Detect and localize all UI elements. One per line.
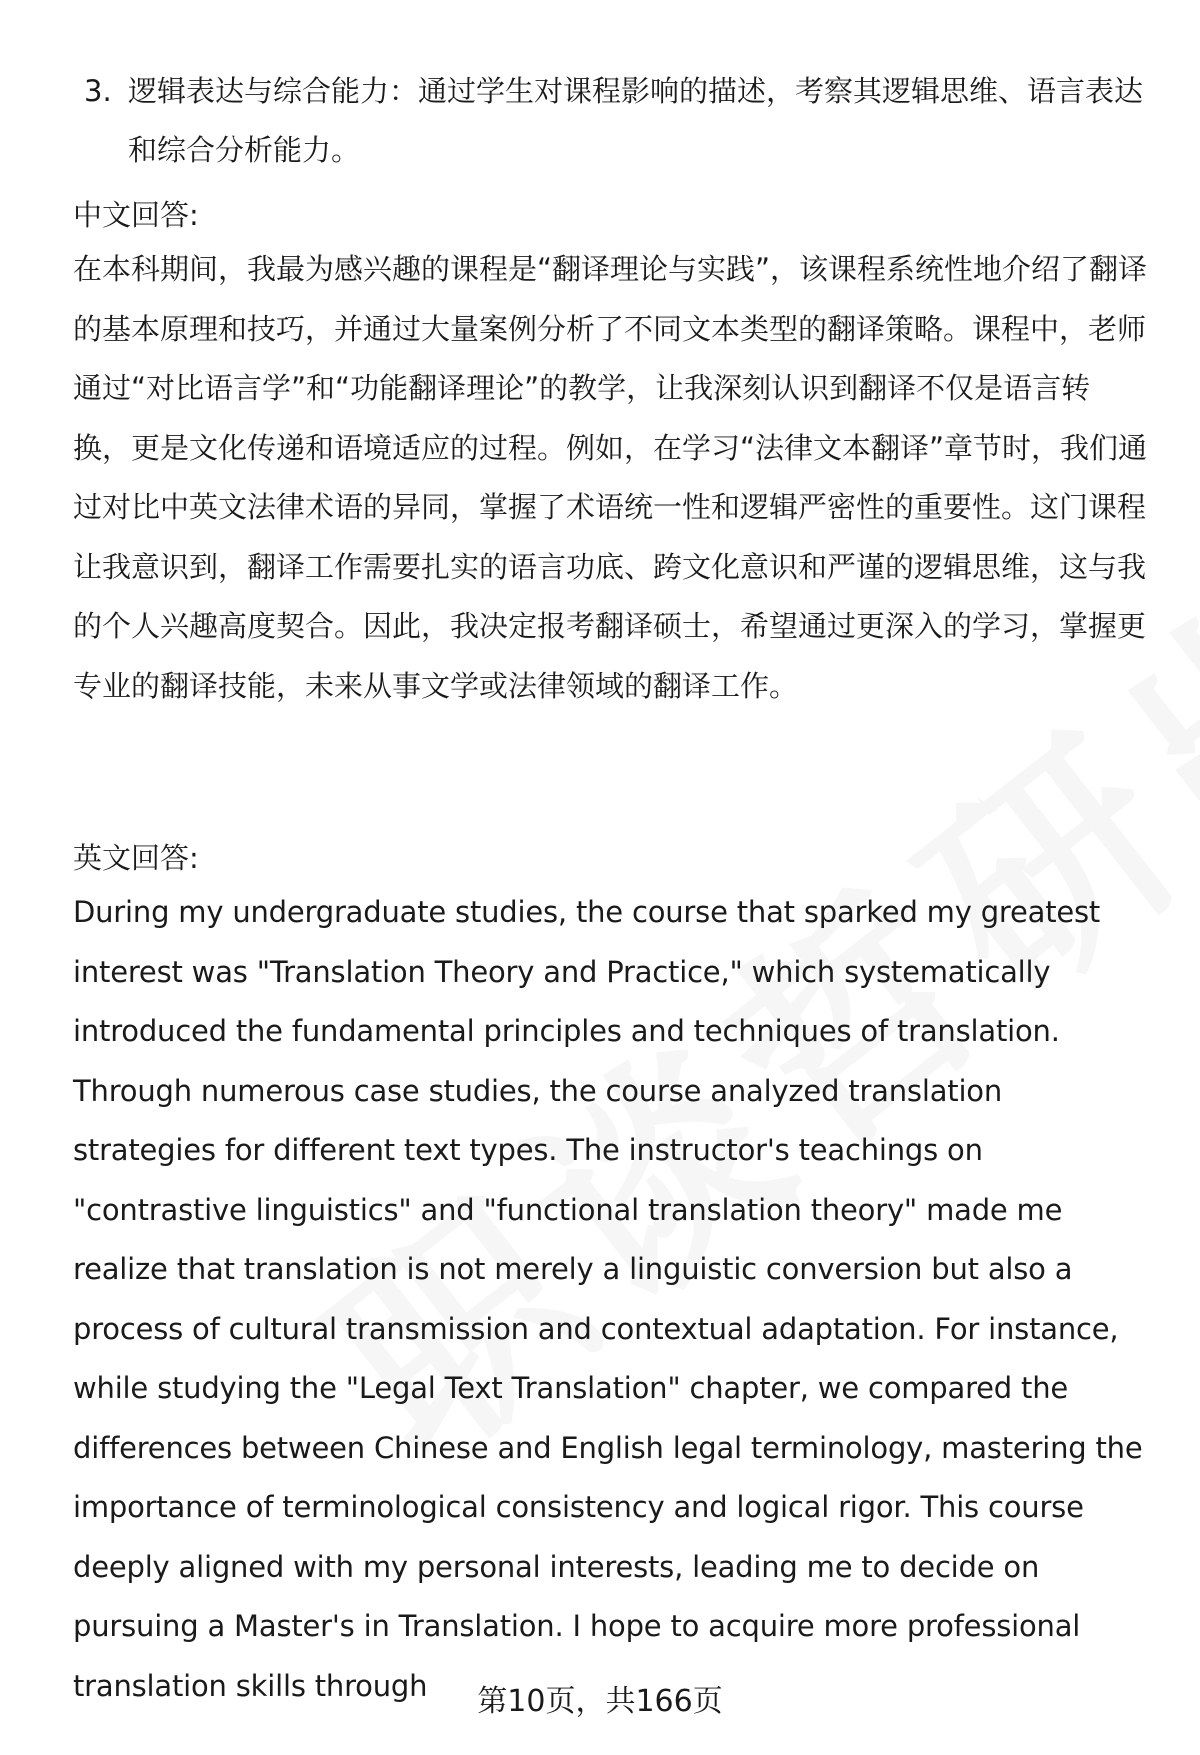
page-number: 第10页，共166页 [477, 1684, 723, 1719]
chinese-answer-body: 在本科期间，我最为感兴趣的课程是“翻译理论与实践”，该课程系统性地介绍了翻译的基本原理和技巧，并通过大量案例分析了不同文本类型的翻译策略。课程中，老师通过“对比语言学”和“功能翻译理论”的教学，让我深刻认识到翻译不仅是语言转换，更是文化传递和语境适应的过程。例如，在学习“法律文本翻译”章节时，我们通过对比中英文法律术语的异同，掌握了术语统一性和逻辑严密性的重要性。这门课程让我意识到，翻译工作需要扎实的语言功底、跨文化意识和严谨的逻辑思维，这与我的个人兴趣高度契合。因此，我决定报考翻译硕士，希望通过更深入的学习，掌握更专业的翻译技能，未来从事文学或法律领域的翻译工作。 [73, 252, 1148, 703]
english-answer-heading: 英文回答: [73, 841, 199, 875]
criterion-number: 3. [84, 74, 112, 108]
criterion-text: 逻辑表达与综合能力：通过学生对课程影响的描述，考察其逻辑思维、语言表达和综合分析能力。 [128, 74, 1144, 167]
english-answer-body: During my undergraduate studies, the course that sparked my greatest interest was "Translation Theory and Practice," which systematically introduced the fundamental principles and techniques of translation. Through numerous case studies, the course analyzed translation strategies for different text types. The instructor's teachings on "contrastive linguistics" and "functional translation theory" made me realize that translation is not merely a linguistic conversion but also a process of cultural transmission and contextual adaptation. For instance, while studying the "Legal Text Translation" chapter, we compared the differences between Chinese and English legal terminology, mastering the importance of terminological consistency and logical rigor. This course deeply aligned with my personal interests, leading me to decide on pursuing a Master's in Translation. I hope to acquire more professional translation skills through [73, 895, 1143, 1703]
chinese-answer-heading: 中文回答: [73, 198, 199, 232]
criterion-item [84, 62, 1144, 180]
